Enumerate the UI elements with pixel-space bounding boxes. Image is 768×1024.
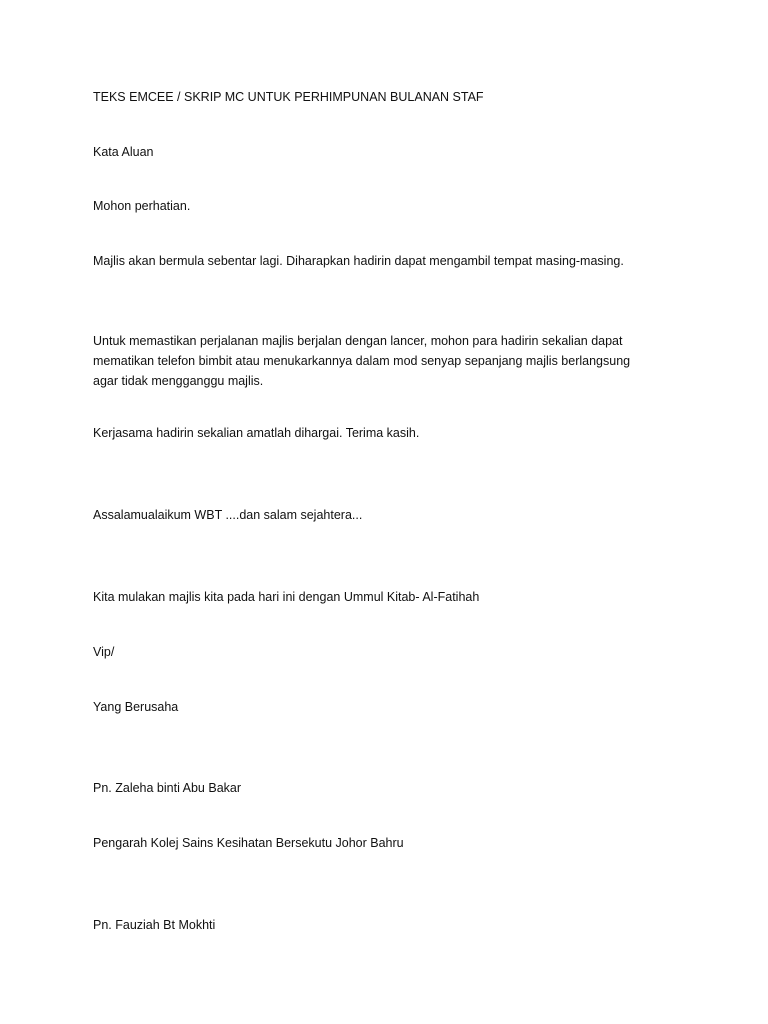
paragraph: Yang Berusaha <box>93 700 179 714</box>
section-heading: Kata Aluan <box>93 145 154 159</box>
paragraph: Assalamualaikum WBT ....dan salam sejahtera... <box>93 508 363 522</box>
paragraph-line: mematikan telefon bimbit atau menukarkannya dalam mod senyap sepanjang majlis berlangsung <box>93 354 631 368</box>
paragraph: Mohon perhatian. <box>93 199 191 213</box>
person-title: Pengarah Kolej Sains Kesihatan Bersekutu Johor Bahru <box>93 836 404 850</box>
paragraph-multiline <box>93 331 668 391</box>
paragraph: Kerjasama hadirin sekalian amatlah dihargai. Terima kasih. <box>93 426 420 440</box>
paragraph-line: Untuk memastikan perjalanan majlis berjalan dengan lancer, mohon para hadirin sekalian dapat <box>93 334 623 348</box>
person-name: Pn. Fauziah Bt Mokhti <box>93 918 216 932</box>
person-name: Pn. Zaleha binti Abu Bakar <box>93 781 242 795</box>
paragraph-line: agar tidak mengganggu majlis. <box>93 374 264 388</box>
paragraph: Vip/ <box>93 645 115 659</box>
document-title: TEKS EMCEE / SKRIP MC UNTUK PERHIMPUNAN BULANAN STAF <box>93 90 484 104</box>
paragraph: Majlis akan bermula sebentar lagi. Diharapkan hadirin dapat mengambil tempat masing-masing. <box>93 254 624 268</box>
paragraph: Kita mulakan majlis kita pada hari ini dengan Ummul Kitab- Al-Fatihah <box>93 590 480 604</box>
